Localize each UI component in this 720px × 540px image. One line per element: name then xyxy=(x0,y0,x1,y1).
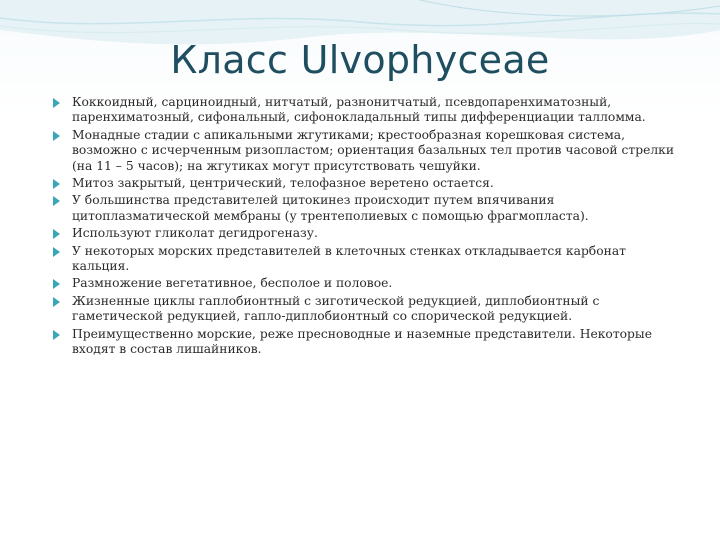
bullet-item xyxy=(52,294,682,325)
triangle-right-icon xyxy=(53,196,60,206)
slide-title: Класс Ulvophyceae xyxy=(170,38,550,82)
bullet-text: Размножение вегетативное, бесполое и половое. xyxy=(72,276,393,291)
triangle-right-icon xyxy=(53,279,60,289)
triangle-right-icon xyxy=(53,179,60,189)
bullet-item xyxy=(52,226,682,241)
bullet-item xyxy=(52,244,682,275)
bullet-item xyxy=(52,327,682,358)
bullet-item xyxy=(52,176,682,191)
bullet-text: Используют гликолат дегидрогеназу. xyxy=(72,226,318,241)
triangle-right-icon xyxy=(53,131,60,141)
bullet-text: Преимущественно морские, реже пресноводные и наземные представители. Некоторые входят в состав лишайников. xyxy=(72,326,652,357)
triangle-right-icon xyxy=(53,98,60,108)
bullet-item xyxy=(52,193,682,224)
bullet-item xyxy=(52,276,682,291)
triangle-right-icon xyxy=(53,297,60,307)
triangle-right-icon xyxy=(53,247,60,257)
bullet-text: У большинства представителей цитокинез происходит путем впячивания цитоплазматической мембраны (у трентеполиевых с помощью фрагмопласта). xyxy=(72,193,589,223)
bullet-item xyxy=(52,128,682,174)
bullet-text: Жизненные циклы гаплобионтный с зиготической редукцией, диплобионтный с гаметической редукцией, гапло-диплобионтный со спорической редукцией. xyxy=(72,293,600,324)
bullet-text: У некоторых морских представителей в клеточных стенках откладывается карбонат кальция. xyxy=(72,243,626,274)
bullet-item xyxy=(52,95,682,126)
triangle-right-icon xyxy=(53,229,60,239)
bullet-list xyxy=(52,95,682,360)
bullet-text: Коккоидный, сарциноидный, нитчатый, разнонитчатый, псевдопаренхиматозный, паренхиматозный, сифональный, сифонокладальный типы дифференциации талломма. xyxy=(72,95,646,125)
bullet-text: Митоз закрытый, центрический, телофазное веретено остается. xyxy=(72,176,494,191)
triangle-right-icon xyxy=(53,330,60,340)
bullet-text: Монадные стадии с апикальными жгутиками; крестообразная корешковая система, возможно с исчерченным ризопластом; ориентация базальных тел против часовой стрелки (на 11 – 5 часов); на жгутиках могут присутствовать чешуйки. xyxy=(72,127,675,173)
